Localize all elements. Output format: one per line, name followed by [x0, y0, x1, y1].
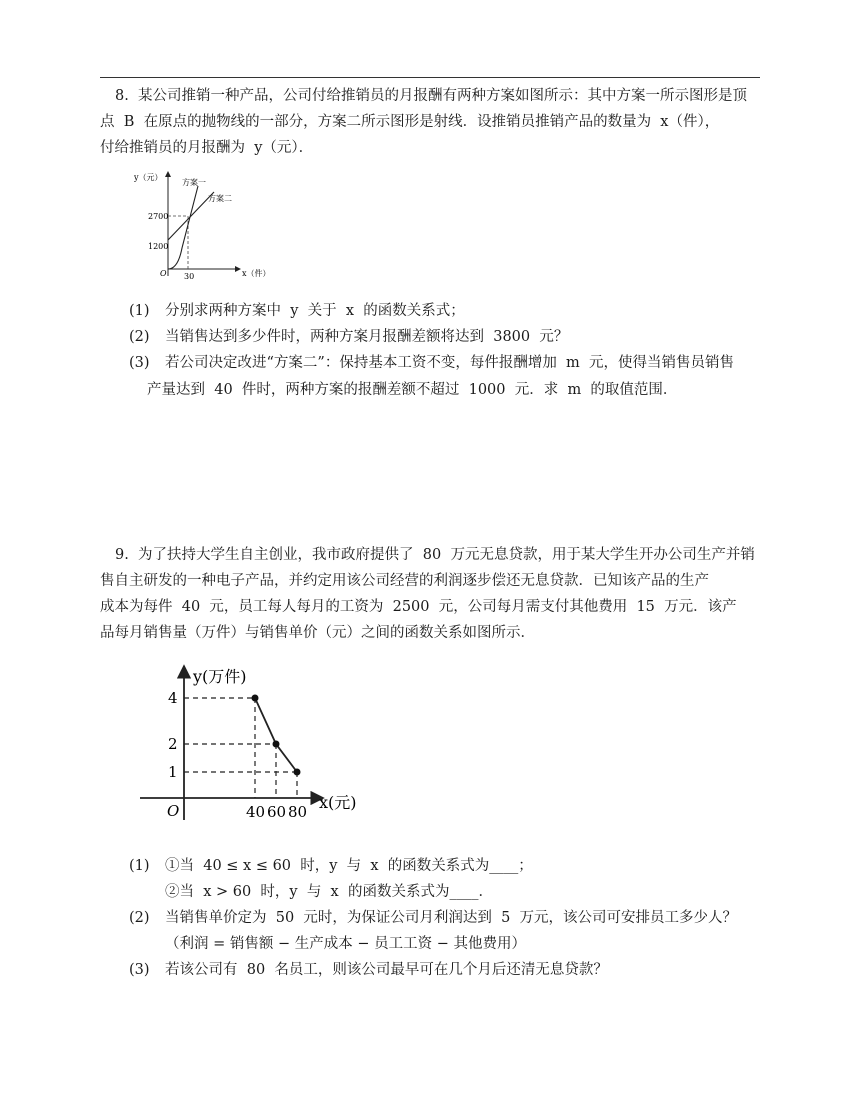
q8-part3-text: 若公司决定改进“方案二”：保持基本工资不变，每件报酬增加 m 元，使得当销售员销售 [165, 355, 735, 371]
q9-point-60-2 [273, 741, 280, 748]
q9-x-label: x(元) [319, 793, 357, 812]
q9-stem-line4: 品每月销售量（万件）与销售单价（元）之间的函数关系如图所示． [100, 625, 535, 641]
q8-ytick-1200: 1200 [148, 242, 169, 251]
q9-stem-line3: 成本为每件 40 元，员工每人每月的工资为 2500 元，公司每月需支付其他费用 15 万元．该产 [100, 599, 737, 615]
q8-part1-text: 分别求两种方案中 y 关于 x 的函数关系式； [165, 303, 465, 319]
q9-part2-text: 当销售单价定为 50 元时，为保证公司月利润达到 5 万元，该公司可安排员工多少人？ [165, 910, 738, 926]
q9-part1-num: (1) [129, 858, 150, 874]
q9-stem-line1: 9. 为了扶持大学生自主创业，我市政府提供了 80 万元无息贷款，用于某大学生开办公司生产并销 [115, 547, 755, 563]
q9-stem-line2: 售自主研发的一种电子产品，并约定用该公司经营的利润逐步偿还无息贷款．已知该产品的生产 [100, 573, 709, 589]
q8-scheme1-curve [168, 186, 198, 269]
header-rule [100, 77, 760, 78]
q9-ytick-4: 4 [168, 689, 178, 707]
q8-part2-text: 当销售达到多少件时，两种方案月报酬差额将达到 3800 元？ [165, 329, 569, 345]
q9-y-label: y(万件) [193, 667, 247, 686]
q8-xtick-30: 30 [184, 272, 195, 281]
q9-point-40-4 [252, 695, 259, 702]
q8-stem-line1: 8. 某公司推销一种产品，公司付给推销员的月报酬有两种方案如图所示：其中方案一所示图形是顶 [115, 88, 748, 104]
q9-ytick-1: 1 [168, 763, 178, 781]
q9-function-line [255, 698, 297, 772]
q8-part2-num: (2) [129, 329, 150, 345]
q8-graph [130, 168, 390, 288]
q9-part1-b: ②当 x > 60 时，y 与 x 的函数关系式为____． [165, 884, 493, 900]
q9-point-80-1 [294, 769, 301, 776]
q8-part3-num: (3) [129, 355, 150, 371]
q9-part1-a: ①当 40 ≤ x ≤ 60 时，y 与 x 的函数关系式为____； [165, 858, 533, 874]
q9-origin: O [167, 802, 180, 820]
q9-xtick-80: 80 [288, 803, 308, 821]
q8-stem-line2: 点 B 在原点的抛物线的一部分，方案二所示图形是射线．设推销员推销产品的数量为 x（件）， [100, 114, 720, 130]
q8-stem-line3: 付给推销员的月报酬为 y（元）． [100, 140, 314, 156]
q9-part2-note: （利润 = 销售额 − 生产成本 − 员工工资 − 其他费用） [165, 936, 526, 952]
q9-part3-num: (3) [129, 962, 150, 978]
q9-xtick-40: 40 [246, 803, 266, 821]
q8-series2-label: 方案二 [208, 194, 232, 203]
q9-ytick-2: 2 [168, 735, 178, 753]
q9-part2-num: (2) [129, 910, 150, 926]
q8-x-label: x（件） [242, 269, 271, 278]
q8-series1-label: 方案一 [182, 178, 206, 187]
q9-graph [135, 660, 375, 830]
q9-xtick-60: 60 [267, 803, 287, 821]
q8-ytick-2700: 2700 [148, 212, 169, 221]
q8-origin: O [160, 269, 167, 278]
q8-part1-num: (1) [129, 303, 150, 319]
q8-part3-cont: 产量达到 40 件时，两种方案的报酬差额不超过 1000 元．求 m 的取值范围． [147, 382, 678, 398]
q8-y-label: y（元） [134, 173, 163, 182]
q9-part3-text: 若该公司有 80 名员工，则该公司最早可在几个月后还清无息贷款？ [165, 962, 608, 978]
